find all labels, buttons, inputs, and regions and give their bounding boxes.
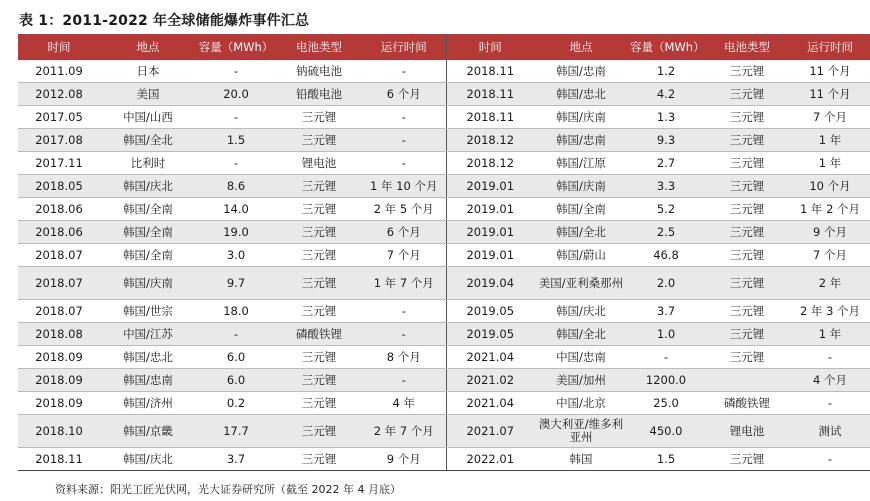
cell-battery-type: 三元锂 (276, 198, 362, 221)
cell-time: 2018.07 (18, 300, 100, 323)
cell-capacity: 450.0 (628, 415, 704, 448)
cell-battery-type: 三元锂 (704, 244, 790, 267)
cell-battery-type: 三元锂 (276, 346, 362, 369)
cell-time: 2022.01 (446, 448, 534, 471)
cell-location: 韩国/全北 (100, 129, 196, 152)
cell-runtime: - (362, 369, 446, 392)
cell-capacity: 9.7 (196, 267, 276, 300)
cell-runtime: 7 个月 (790, 106, 870, 129)
cell-runtime: 1 年 (790, 152, 870, 175)
cell-capacity: - (196, 152, 276, 175)
cell-location: 韩国/忠南 (100, 369, 196, 392)
cell-battery-type: 三元锂 (276, 175, 362, 198)
cell-location: 韩国/全南 (100, 198, 196, 221)
cell-time: 2018.08 (18, 323, 100, 346)
cell-capacity: 20.0 (196, 83, 276, 106)
table-row (18, 267, 870, 300)
cell-runtime: 7 个月 (362, 244, 446, 267)
cell-runtime: 测试 (790, 415, 870, 448)
cell-capacity: 3.7 (196, 448, 276, 471)
cell-battery-type: 三元锂 (704, 346, 790, 369)
header-location: 地点 (100, 34, 196, 60)
cell-battery-type: 磷酸铁锂 (276, 323, 362, 346)
cell-battery-type: 磷酸铁锂 (704, 392, 790, 415)
cell-capacity: 8.6 (196, 175, 276, 198)
table-row (18, 152, 870, 175)
cell-location: 韩国/全南 (100, 221, 196, 244)
cell-runtime: - (790, 448, 870, 471)
cell-location: 比利时 (100, 152, 196, 175)
cell-battery-type: 三元锂 (276, 448, 362, 471)
cell-location: 韩国/庆北 (100, 175, 196, 198)
cell-location: 韩国/庆南 (534, 175, 628, 198)
cell-location: 韩国/全南 (100, 244, 196, 267)
cell-battery-type: 铅酸电池 (276, 83, 362, 106)
cell-battery-type: 三元锂 (276, 369, 362, 392)
cell-runtime: - (362, 129, 446, 152)
cell-battery-type: 三元锂 (276, 392, 362, 415)
cell-time: 2018.07 (18, 244, 100, 267)
storage-explosion-table (18, 34, 870, 471)
cell-time: 2017.08 (18, 129, 100, 152)
cell-location: 韩国/忠南 (534, 129, 628, 152)
cell-capacity: 5.2 (628, 198, 704, 221)
cell-time: 2018.05 (18, 175, 100, 198)
cell-battery-type: 三元锂 (704, 198, 790, 221)
cell-runtime: 4 年 (362, 392, 446, 415)
cell-time: 2018.11 (18, 448, 100, 471)
cell-runtime: 2 年 (790, 267, 870, 300)
cell-time: 2018.09 (18, 369, 100, 392)
header-capacity: 容量（MWh） (196, 34, 276, 60)
cell-runtime: 1 年 7 个月 (362, 267, 446, 300)
cell-runtime: - (790, 346, 870, 369)
cell-battery-type: 三元锂 (704, 106, 790, 129)
cell-location: 韩国/蔚山 (534, 244, 628, 267)
cell-time: 2017.05 (18, 106, 100, 129)
cell-runtime: 8 个月 (362, 346, 446, 369)
cell-time: 2018.07 (18, 267, 100, 300)
cell-battery-type: 钠硫电池 (276, 60, 362, 83)
cell-battery-type: 三元锂 (276, 221, 362, 244)
cell-capacity: 18.0 (196, 300, 276, 323)
cell-location: 韩国/忠北 (100, 346, 196, 369)
cell-battery-type: 三元锂 (704, 221, 790, 244)
header-location: 地点 (534, 34, 628, 60)
cell-location: 美国 (100, 83, 196, 106)
cell-runtime: 1 年 (790, 323, 870, 346)
cell-capacity: 17.7 (196, 415, 276, 448)
cell-battery-type: 三元锂 (276, 244, 362, 267)
cell-battery-type: 三元锂 (276, 106, 362, 129)
cell-time: 2018.09 (18, 346, 100, 369)
table-row (18, 60, 870, 83)
cell-capacity: 25.0 (628, 392, 704, 415)
table-row (18, 369, 870, 392)
cell-runtime: - (362, 106, 446, 129)
cell-battery-type: 三元锂 (704, 300, 790, 323)
cell-battery-type: 三元锂 (704, 129, 790, 152)
cell-time: 2019.01 (446, 175, 534, 198)
cell-runtime: 2 年 5 个月 (362, 198, 446, 221)
cell-capacity: 3.7 (628, 300, 704, 323)
cell-capacity: 4.2 (628, 83, 704, 106)
table-body (18, 60, 870, 471)
cell-time: 2019.01 (446, 198, 534, 221)
cell-capacity: 2.7 (628, 152, 704, 175)
table-row (18, 244, 870, 267)
cell-location: 韩国/庆北 (100, 448, 196, 471)
header-runtime: 运行时间 (790, 34, 870, 60)
cell-battery-type: 三元锂 (704, 448, 790, 471)
cell-capacity: 6.0 (196, 346, 276, 369)
cell-battery-type: 三元锂 (276, 129, 362, 152)
table-row (18, 198, 870, 221)
cell-runtime: - (362, 60, 446, 83)
source-footnote: 资料来源：阳光工匠光伏网，光大证券研究所（截至 2022 年 4 月底） (55, 483, 401, 496)
cell-location: 韩国/全北 (534, 221, 628, 244)
table-row (18, 221, 870, 244)
cell-time: 2018.11 (446, 83, 534, 106)
header-row (18, 34, 870, 60)
cell-time: 2019.01 (446, 221, 534, 244)
cell-capacity: 2.5 (628, 221, 704, 244)
table-row (18, 300, 870, 323)
cell-location: 美国/加州 (534, 369, 628, 392)
cell-runtime: 1 年 (790, 129, 870, 152)
cell-location: 日本 (100, 60, 196, 83)
cell-location: 韩国 (534, 448, 628, 471)
cell-location: 韩国/江原 (534, 152, 628, 175)
cell-time: 2019.01 (446, 244, 534, 267)
cell-battery-type: 三元锂 (704, 323, 790, 346)
cell-capacity: 0.2 (196, 392, 276, 415)
cell-location: 韩国/京畿 (100, 415, 196, 448)
cell-location: 韩国/庆北 (534, 300, 628, 323)
cell-capacity: 1.3 (628, 106, 704, 129)
cell-capacity: 2.0 (628, 267, 704, 300)
cell-runtime: 7 个月 (790, 244, 870, 267)
cell-location: 韩国/济州 (100, 392, 196, 415)
cell-runtime: 1 年 2 个月 (790, 198, 870, 221)
cell-battery-type: 锂电池 (276, 152, 362, 175)
cell-location: 韩国/庆南 (534, 106, 628, 129)
cell-capacity: - (196, 323, 276, 346)
table-title: 表 1：2011-2022 年全球储能爆炸事件汇总 (19, 13, 310, 29)
table-row (18, 175, 870, 198)
cell-location: 韩国/忠北 (534, 83, 628, 106)
cell-runtime: 2 年 7 个月 (362, 415, 446, 448)
cell-capacity: 46.8 (628, 244, 704, 267)
cell-capacity: - (628, 346, 704, 369)
cell-time: 2018.12 (446, 129, 534, 152)
cell-time: 2021.04 (446, 392, 534, 415)
cell-location: 美国/亚利桑那州 (534, 267, 628, 300)
cell-runtime: 1 年 10 个月 (362, 175, 446, 198)
cell-location: 中国/江苏 (100, 323, 196, 346)
header-battery-type: 电池类型 (276, 34, 362, 60)
cell-time: 2018.10 (18, 415, 100, 448)
cell-time: 2019.05 (446, 323, 534, 346)
cell-battery-type: 三元锂 (276, 300, 362, 323)
header-battery-type: 电池类型 (704, 34, 790, 60)
cell-time: 2012.08 (18, 83, 100, 106)
cell-location: 中国/山西 (100, 106, 196, 129)
cell-time: 2021.02 (446, 369, 534, 392)
cell-runtime: 11 个月 (790, 83, 870, 106)
cell-battery-type: 三元锂 (704, 267, 790, 300)
cell-time: 2019.04 (446, 267, 534, 300)
cell-runtime: 4 个月 (790, 369, 870, 392)
header-capacity: 容量（MWh） (628, 34, 704, 60)
cell-runtime: - (362, 152, 446, 175)
cell-location: 韩国/全南 (534, 198, 628, 221)
cell-capacity: - (196, 60, 276, 83)
header-time: 时间 (18, 34, 100, 60)
table-row (18, 323, 870, 346)
table-row (18, 83, 870, 106)
cell-battery-type: 锂电池 (704, 415, 790, 448)
header-time: 时间 (446, 34, 534, 60)
cell-runtime: 9 个月 (790, 221, 870, 244)
cell-location: 韩国/忠南 (534, 60, 628, 83)
cell-capacity: 1.2 (628, 60, 704, 83)
cell-location: 韩国/世宗 (100, 300, 196, 323)
table-row (18, 346, 870, 369)
cell-time: 2019.05 (446, 300, 534, 323)
cell-time: 2011.09 (18, 60, 100, 83)
cell-battery-type: 三元锂 (704, 152, 790, 175)
cell-runtime: - (362, 300, 446, 323)
cell-capacity: 1.0 (628, 323, 704, 346)
cell-battery-type: 三元锂 (704, 60, 790, 83)
table-row (18, 415, 870, 448)
cell-runtime: - (790, 392, 870, 415)
cell-battery-type: 三元锂 (276, 267, 362, 300)
cell-time: 2018.11 (446, 60, 534, 83)
cell-runtime: - (362, 323, 446, 346)
cell-battery-type: 三元锂 (276, 415, 362, 448)
cell-capacity: 9.3 (628, 129, 704, 152)
cell-capacity: 3.3 (628, 175, 704, 198)
cell-capacity: 14.0 (196, 198, 276, 221)
cell-runtime: 6 个月 (362, 83, 446, 106)
cell-time: 2018.11 (446, 106, 534, 129)
cell-runtime: 10 个月 (790, 175, 870, 198)
cell-capacity: 1.5 (196, 129, 276, 152)
cell-location: 中国/北京 (534, 392, 628, 415)
table-row (18, 392, 870, 415)
table-row (18, 129, 870, 152)
cell-time: 2017.11 (18, 152, 100, 175)
cell-time: 2018.06 (18, 198, 100, 221)
cell-capacity: 1.5 (628, 448, 704, 471)
cell-time: 2018.06 (18, 221, 100, 244)
cell-capacity: 3.0 (196, 244, 276, 267)
cell-location: 中国/忠南 (534, 346, 628, 369)
cell-location: 韩国/全北 (534, 323, 628, 346)
cell-runtime: 2 年 3 个月 (790, 300, 870, 323)
cell-battery-type: 三元锂 (704, 175, 790, 198)
cell-capacity: 6.0 (196, 369, 276, 392)
cell-location: 澳大利亚/维多利亚州 (534, 415, 628, 448)
cell-runtime: 6 个月 (362, 221, 446, 244)
cell-time: 2021.04 (446, 346, 534, 369)
cell-battery-type (704, 369, 790, 392)
cell-time: 2018.12 (446, 152, 534, 175)
header-runtime: 运行时间 (362, 34, 446, 60)
cell-capacity: 1200.0 (628, 369, 704, 392)
table-row (18, 448, 870, 471)
cell-battery-type: 三元锂 (704, 83, 790, 106)
table-row (18, 106, 870, 129)
cell-runtime: 9 个月 (362, 448, 446, 471)
cell-location: 韩国/庆南 (100, 267, 196, 300)
cell-time: 2018.09 (18, 392, 100, 415)
cell-capacity: - (196, 106, 276, 129)
cell-runtime: 11 个月 (790, 60, 870, 83)
cell-capacity: 19.0 (196, 221, 276, 244)
cell-time: 2021.07 (446, 415, 534, 448)
